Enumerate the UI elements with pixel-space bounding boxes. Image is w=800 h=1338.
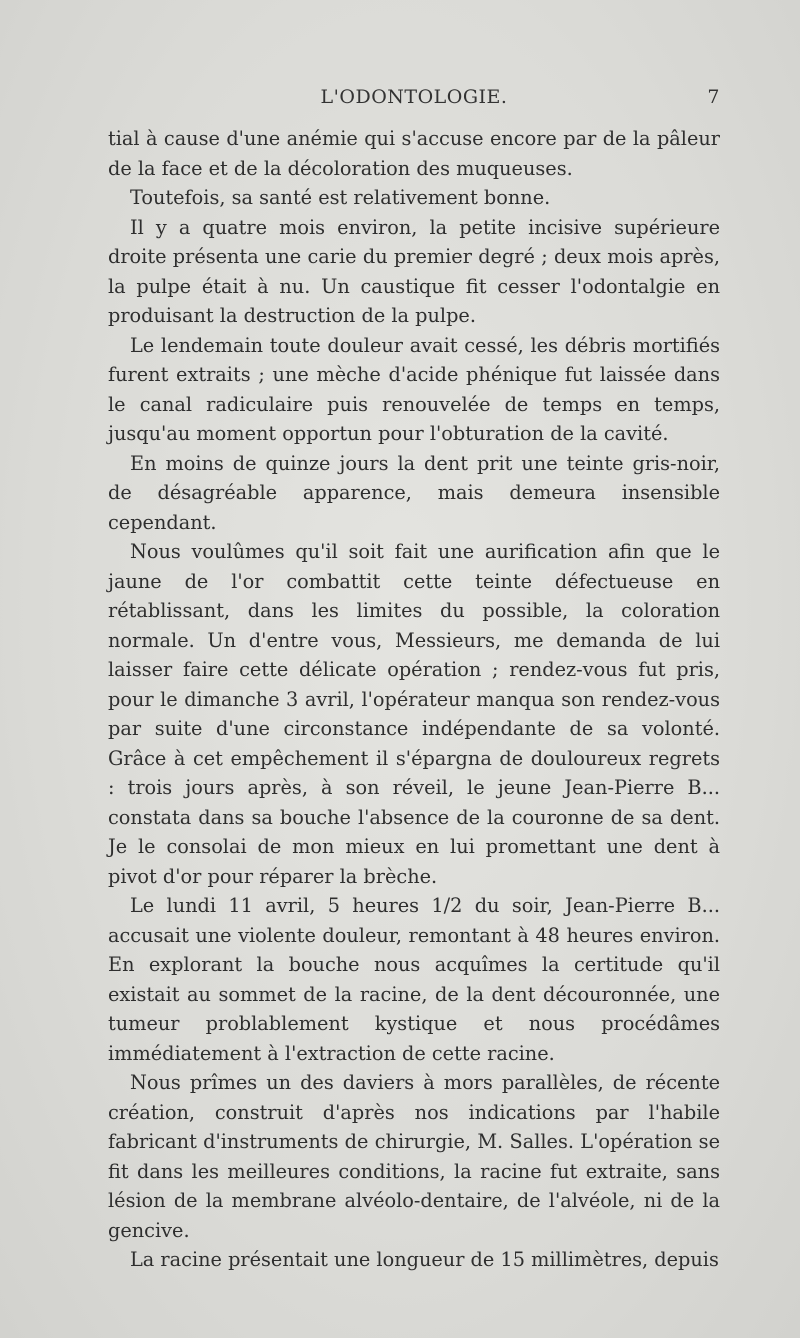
running-head bbox=[108, 86, 720, 114]
journal-title: L'ODONTOLOGIE. bbox=[320, 86, 508, 108]
paragraph-8: Nous prîmes un des daviers à mors parallèles, de récente création, construit d'après nos indications par l'habile fabricant d'instruments de chirurgie, M. Salles. L'opération se fit dans les meilleures conditions, la racine fut extraite, sans lésion de la membrane alvéolo-dentaire, de l'alvéole, ni de la gencive. bbox=[108, 1071, 720, 1242]
body-text bbox=[108, 124, 720, 1275]
paragraph-2: Toutefois, sa santé est relativement bonne. bbox=[130, 186, 551, 209]
paragraph-9: La racine présentait une longueur de 15 millimètres, depuis bbox=[130, 1248, 719, 1271]
paragraph-6: Nous voulûmes qu'il soit fait une aurification afin que le jaune de l'or combattit cette teinte défectueuse en rétablissant, dans les limites du possible, la coloration normale. Un d'entre vous, Messieurs, me demanda de lui laisser faire cette délicate opération ; rendez-vous fut pris, pour le dimanche 3 avril, l'opérateur manqua son rendez-vous par suite d'une circonstance indépendante de sa volonté. Grâce à cet empêchement il s'épargna de douloureux regrets : trois jours après, à son réveil, le jeune Jean-Pierre B... constata dans sa bouche l'absence de la couronne de sa dent. Je le consolai de mon mieux en lui promettant une dent à pivot d'or pour réparer la brèche. bbox=[108, 540, 720, 888]
paragraph-3: Il y a quatre mois environ, la petite incisive supérieure droite présenta une carie du premier degré ; deux mois après, la pulpe était à nu. Un caustique fit cesser l'odontalgie en produisant la destruction de la pulpe. bbox=[108, 215, 720, 327]
paragraph-4: Le lendemain toute douleur avait cessé, les débris mortifiés furent extraits ; une mèche d'acide phénique fut laissée dans le canal radiculaire puis renouvelée de temps en temps, jusqu'au moment opportun pour l'obturation de la cavité. bbox=[108, 333, 720, 445]
paragraph-1: tial à cause d'une anémie qui s'accuse encore par de la pâleur de la face et de la décoloration des muqueuses. bbox=[108, 127, 720, 180]
paragraph-5: En moins de quinze jours la dent prit une teinte gris-noir, de désagréable apparence, mais demeura insensible cependant. bbox=[108, 451, 720, 534]
page-number: 7 bbox=[707, 86, 720, 108]
paragraph-7: Le lundi 11 avril, 5 heures 1/2 du soir, Jean-Pierre B... accusait une violente douleur, remontant à 48 heures environ. En explorant la bouche nous acquîmes la certitude qu'il existait au sommet de la racine, de la dent découronnée, une tumeur problablement kystique et nous procédâmes immédiatement à l'extraction de cette racine. bbox=[108, 894, 720, 1065]
